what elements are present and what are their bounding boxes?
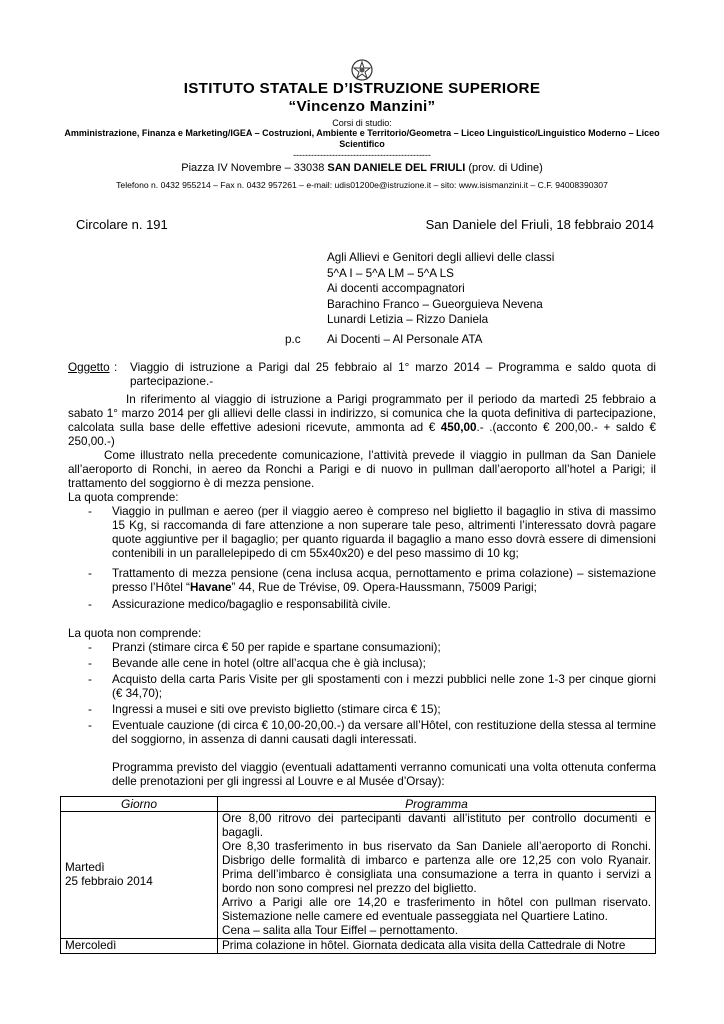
school-address: Piazza IV Novembre – 33038 SAN DANIELE DEL FRIULI (prov. di Udine) xyxy=(181,162,543,174)
day-name: Mercoledì xyxy=(65,939,117,952)
republic-emblem-icon xyxy=(350,58,374,82)
list-item: Ingressi a musei e siti ove previsto biglietto (stimare circa € 15); xyxy=(112,703,441,716)
program-cell: Prima colazione in hôtel. Giornata dedicata alla visita della Cattedrale di Notre xyxy=(218,939,656,954)
paragraph-viaggio: Come illustrato nella precedente comunicazione, l’attività prevede il viaggio in pullman da San Daniele all’aeroporto di Ronchi, in aereo da Ronchi a Parigi e di nuovo in pullman dall’aeroporto all’hotel a Parigi; il trattamento del soggiorno è di mezza pensione. xyxy=(68,449,656,490)
circolare-number: Circolare n. 191 xyxy=(76,217,168,232)
courses-list: Amministrazione, Finanza e Marketing/IGEA – Costruzioni, Ambiente e Territorio/Geometra – Liceo Linguistico/Linguistico Moderno – Liceo Scientifico xyxy=(64,128,660,149)
school-contacts: Telefono n. 0432 955214 – Fax n. 0432 957261 – e-mail: udis01200e@istruzione.it – sito: www.isismanzini.it – C.F. 94008390307 xyxy=(116,180,608,190)
quota-comprende-label: La quota comprende: xyxy=(68,491,179,504)
oggetto-text: Viaggio di istruzione a Parigi dal 25 febbraio al 1° marzo 2014 – Programma e saldo quota di partecipazione.- xyxy=(130,361,656,388)
list-item-hotel: Trattamento di mezza pensione (cena inclusa acqua, pernottamento e prima colazione) – sistemazione presso l’Hôtel “Havane” 44, Rue de Trévise, 09. Opera-Haussmann, 75009 Parigi; xyxy=(112,567,656,594)
table-header-row xyxy=(61,797,656,812)
pc-recipients: Ai Docenti – Al Personale ATA xyxy=(327,333,483,346)
table-row xyxy=(61,939,656,954)
day-cell xyxy=(61,812,218,939)
bullet-dash: - xyxy=(88,505,92,518)
programma-intro: Programma previsto del viaggio (eventuali adattamenti verranno comunicati una volta ottenuta conferma delle prenotazioni per gli ingressi al Louvre e al Musée d’Orsay): xyxy=(112,761,656,788)
list-item: Viaggio in pullman e aereo (per il viaggio aereo è compreso nel biglietto il bagaglio in stiva di massimo 15 Kg, si raccomanda di fare attenzione a non superare tale peso, altrimenti l’interessato dovrà pagare quote aggiuntive per il bagaglio; per quanto riguarda il bagaglio a mano esso dovrà essere di dimensioni contenibili in un parallelepipedo di cm 55x40x20) e del peso massimo di 10 kg; xyxy=(112,505,656,560)
column-header-giorno: Giorno xyxy=(61,797,218,812)
quota-non-comprende-label: La quota non comprende: xyxy=(68,627,202,640)
program-cell: Ore 8,00 ritrovo dei partecipanti davanti all’istituto per controllo documenti e bagagli. Ore 8,30 trasferimento in bus riservato da San Daniele all’aeroporto di Ronchi. Disbrigo delle formalità di imbarco e partenza alle ore 12,25 con volo Ryanair. Prima dell’imbarco è consigliata una consumazione a terra in quanto i servizi a bordo non sono compresi nel prezzo del biglietto. Arrivo a Parigi alle ore 14,20 e trasferimento in hôtel con pullman riservato. Sistemazione nelle camere ed eventuale passeggiata nel Quartiere Latino. Cena – salita alla Tour Eiffel – pernottamento. xyxy=(218,812,656,939)
program-table xyxy=(60,796,656,954)
recipient-line: Lunardi Letizia – Rizzo Daniela xyxy=(327,313,489,327)
list-item: Bevande alle cene in hotel (oltre all’acqua che è già inclusa); xyxy=(112,657,426,670)
bullet-dash: - xyxy=(88,719,92,732)
bullet-dash: - xyxy=(88,657,92,670)
recipients xyxy=(327,250,554,328)
header-separator: ---------------------------------------------- xyxy=(293,150,431,160)
table-row xyxy=(61,812,656,939)
day-date: 25 febbraio 2014 xyxy=(65,875,153,888)
bullet-dash: - xyxy=(88,703,92,716)
list-item: Pranzi (stimare circa € 50 per rapide e spartane consumazioni); xyxy=(112,641,441,654)
oggetto-colon: : xyxy=(114,361,118,374)
list-item: Acquisto della carta Paris Visite per gli spostamenti con i mezzi pubblici nelle zone 1-3 per cinque giorni (€ 34,70); xyxy=(112,673,656,700)
recipient-line: Ai docenti accompagnatori xyxy=(327,282,465,296)
bullet-dash: - xyxy=(88,641,92,654)
bullet-dash: - xyxy=(88,567,92,580)
pc-label: p.c xyxy=(285,333,301,346)
paragraph-quota: In riferimento al viaggio di istruzione a Parigi programmato per il periodo da martedì 25 febbraio a sabato 1° marzo 2014 per gli allievi delle classi in indirizzo, si comunica che la quota definitiva di partecipazione, calcolata sulla base delle effettive adesioni ricevute, ammonta ad € 450,00.- .(acconto € 200,00.- + saldo € 250,00.-) xyxy=(68,393,656,448)
school-title: ISTITUTO STATALE D’ISTRUZIONE SUPERIORE xyxy=(183,80,541,97)
day-name: Martedì xyxy=(65,861,105,874)
recipient-line: Barachino Franco – Gueorguieva Nevena xyxy=(327,297,543,311)
bullet-dash: - xyxy=(88,673,92,686)
bullet-dash: - xyxy=(88,598,92,611)
recipient-line: 5^A I – 5^A LM – 5^A LS xyxy=(327,266,454,280)
place-date: San Daniele del Friuli, 18 febbraio 2014 xyxy=(425,217,654,232)
school-name: “Vincenzo Manzini” xyxy=(288,98,436,115)
day-cell xyxy=(61,939,218,954)
list-item: Assicurazione medico/bagaglio e responsabilità civile. xyxy=(112,598,391,611)
list-item: Eventuale cauzione (di circa € 10,00-20,00.-) da versare all’Hôtel, con restituzione della stessa al termine del soggiorno, in assenza di danni causati dagli interessati. xyxy=(112,719,656,746)
recipient-line: Agli Allievi e Genitori degli allievi delle classi xyxy=(327,251,555,264)
column-header-programma: Programma xyxy=(218,797,656,812)
oggetto-label: Oggetto xyxy=(68,361,110,374)
courses-label: Corsi di studio: xyxy=(332,118,392,128)
